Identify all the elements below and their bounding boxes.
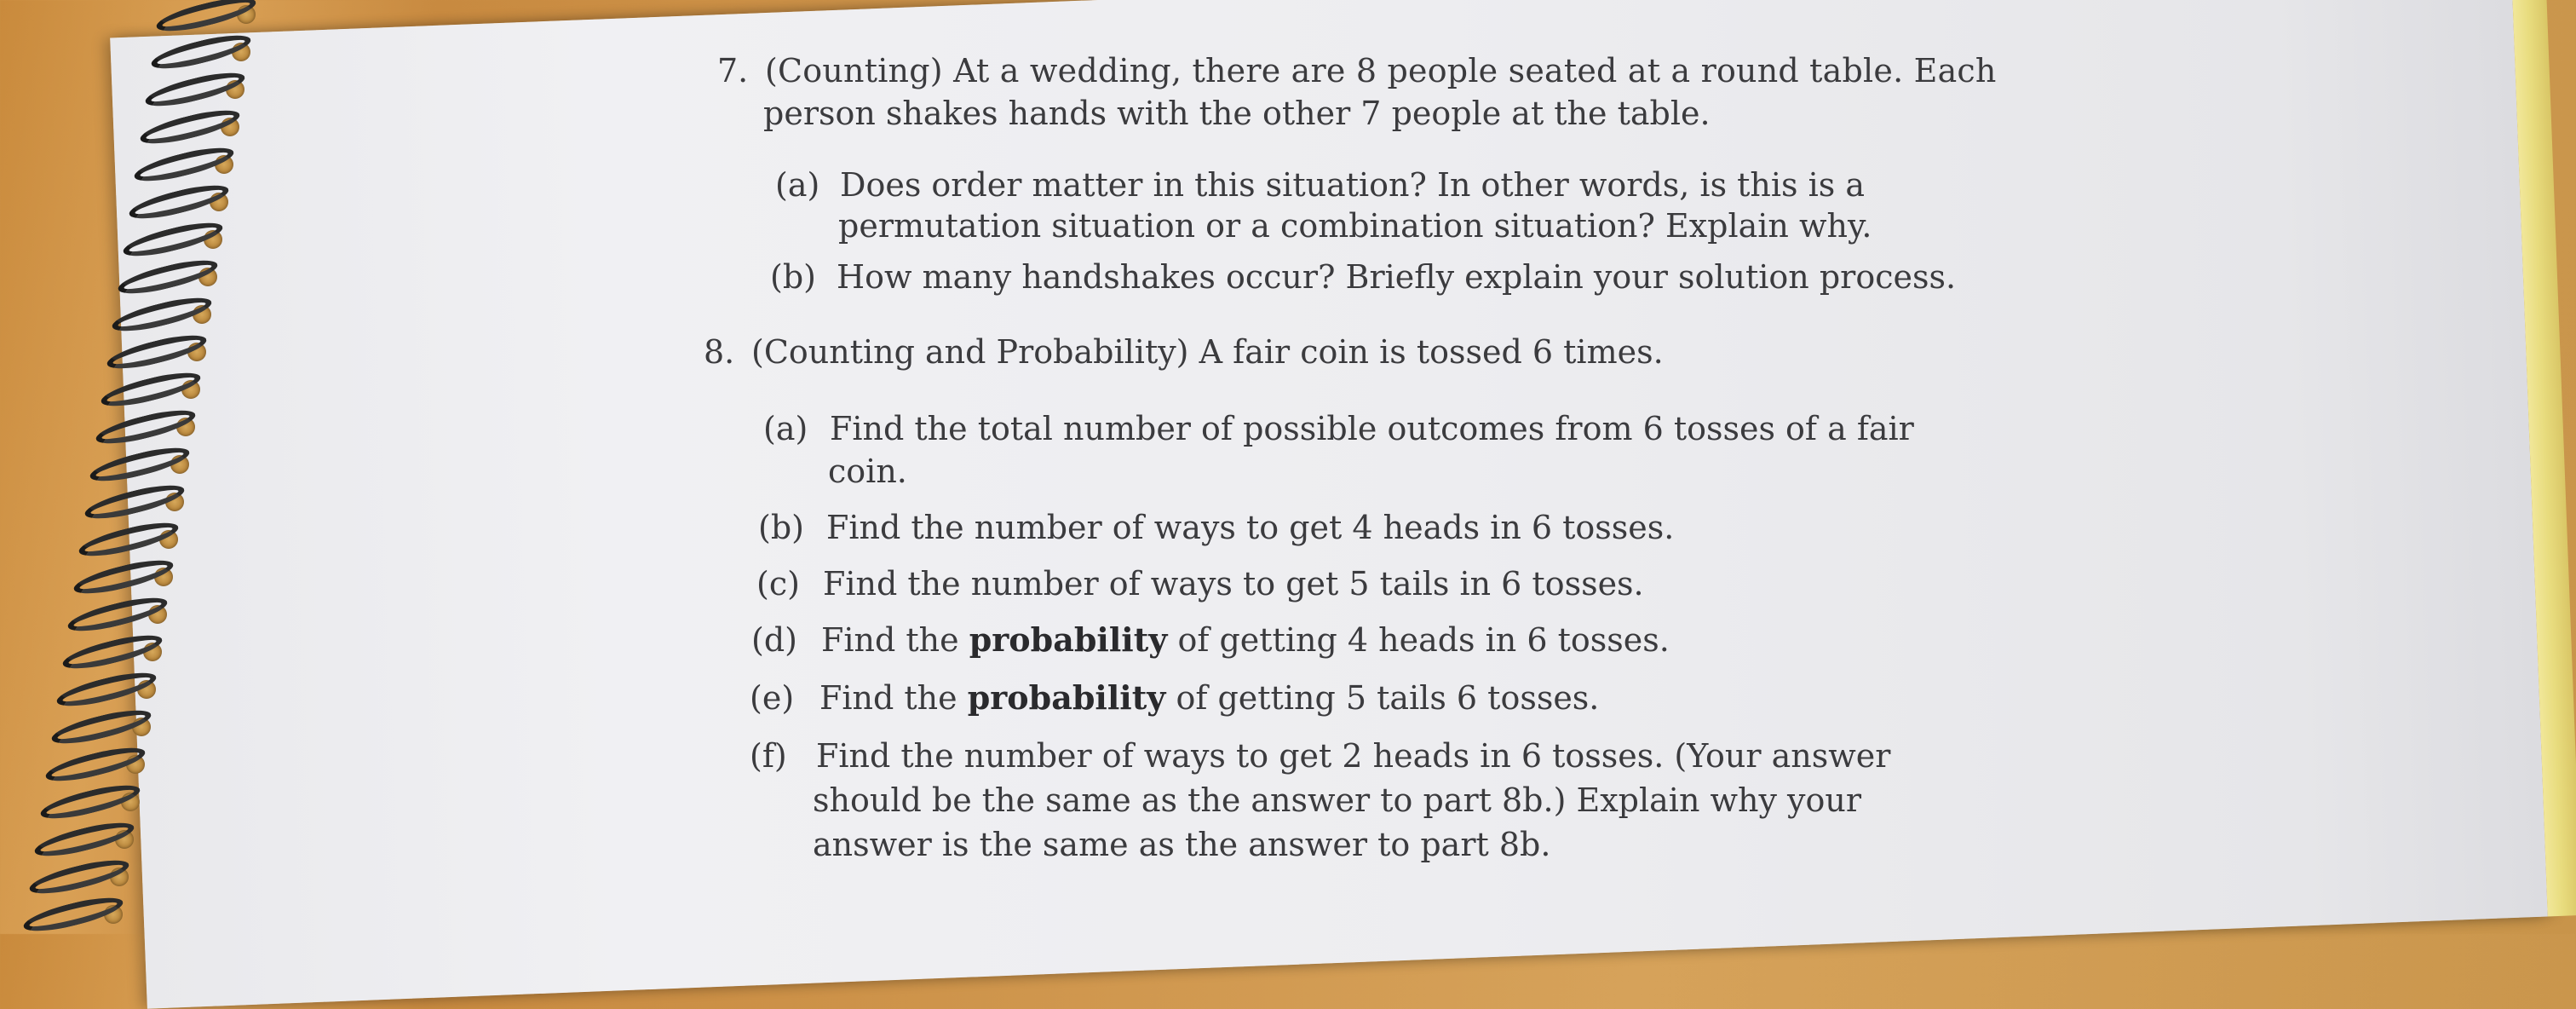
problem-statement: At a wedding, there are 8 people seated at a round table. Each [953, 52, 1997, 89]
part-8f-line2: should be the same as the answer to part 8b.) Explain why your [813, 781, 1862, 819]
problem-heading: (Counting) [765, 52, 943, 89]
part-7a-line2: permutation situation or a combination situation? Explain why. [838, 207, 1872, 245]
part-8a-line1: Find the total number of possible outcomes from 6 tosses of a fair [830, 410, 1914, 447]
bold-term: probability [967, 678, 1166, 717]
part-8f-line1: Find the number of ways to get 2 heads in 6 tosses. (Your answer [816, 737, 1891, 775]
problem-7-statement-line2: person shakes hands with the other 7 people at the table. [763, 95, 1711, 132]
part-label: (b) [758, 509, 804, 546]
problem-number: 7. [717, 52, 749, 89]
part-8b-line1: Find the number of ways to get 4 heads in 6 tosses. [826, 509, 1675, 546]
part-8a-line2: coin. [828, 453, 907, 490]
problem-number: 8. [704, 333, 735, 371]
part-8e-line1: Find the probability of getting 5 tails 6 tosses. [819, 678, 1600, 717]
problem-heading: (Counting and Probability) [751, 333, 1189, 371]
part-8c-line1: Find the number of ways to get 5 tails in 6 tosses. [823, 565, 1644, 603]
part-7a-line1: Does order matter in this situation? In other words, is this is a [840, 166, 1866, 204]
problem-8-statement-line1 [751, 331, 1664, 373]
problem-statement: A fair coin is tossed 6 times. [1199, 333, 1664, 371]
part-label: (c) [756, 565, 800, 603]
part-label: (e) [750, 679, 795, 717]
part-label: (b) [770, 258, 816, 296]
part-label: (f) [750, 737, 787, 775]
part-8f-line3: answer is the same as the answer to part 8b. [813, 826, 1551, 863]
part-8d-line1: Find the probability of getting 4 heads in 6 tosses. [821, 620, 1670, 659]
problem-7-statement-line1 [765, 49, 1997, 92]
bold-term: probability [969, 620, 1168, 659]
part-label: (a) [775, 166, 820, 204]
part-label: (d) [751, 621, 797, 659]
part-label: (a) [763, 410, 808, 447]
part-7b-line1: How many handshakes occur? Briefly explain your solution process. [837, 258, 1957, 296]
